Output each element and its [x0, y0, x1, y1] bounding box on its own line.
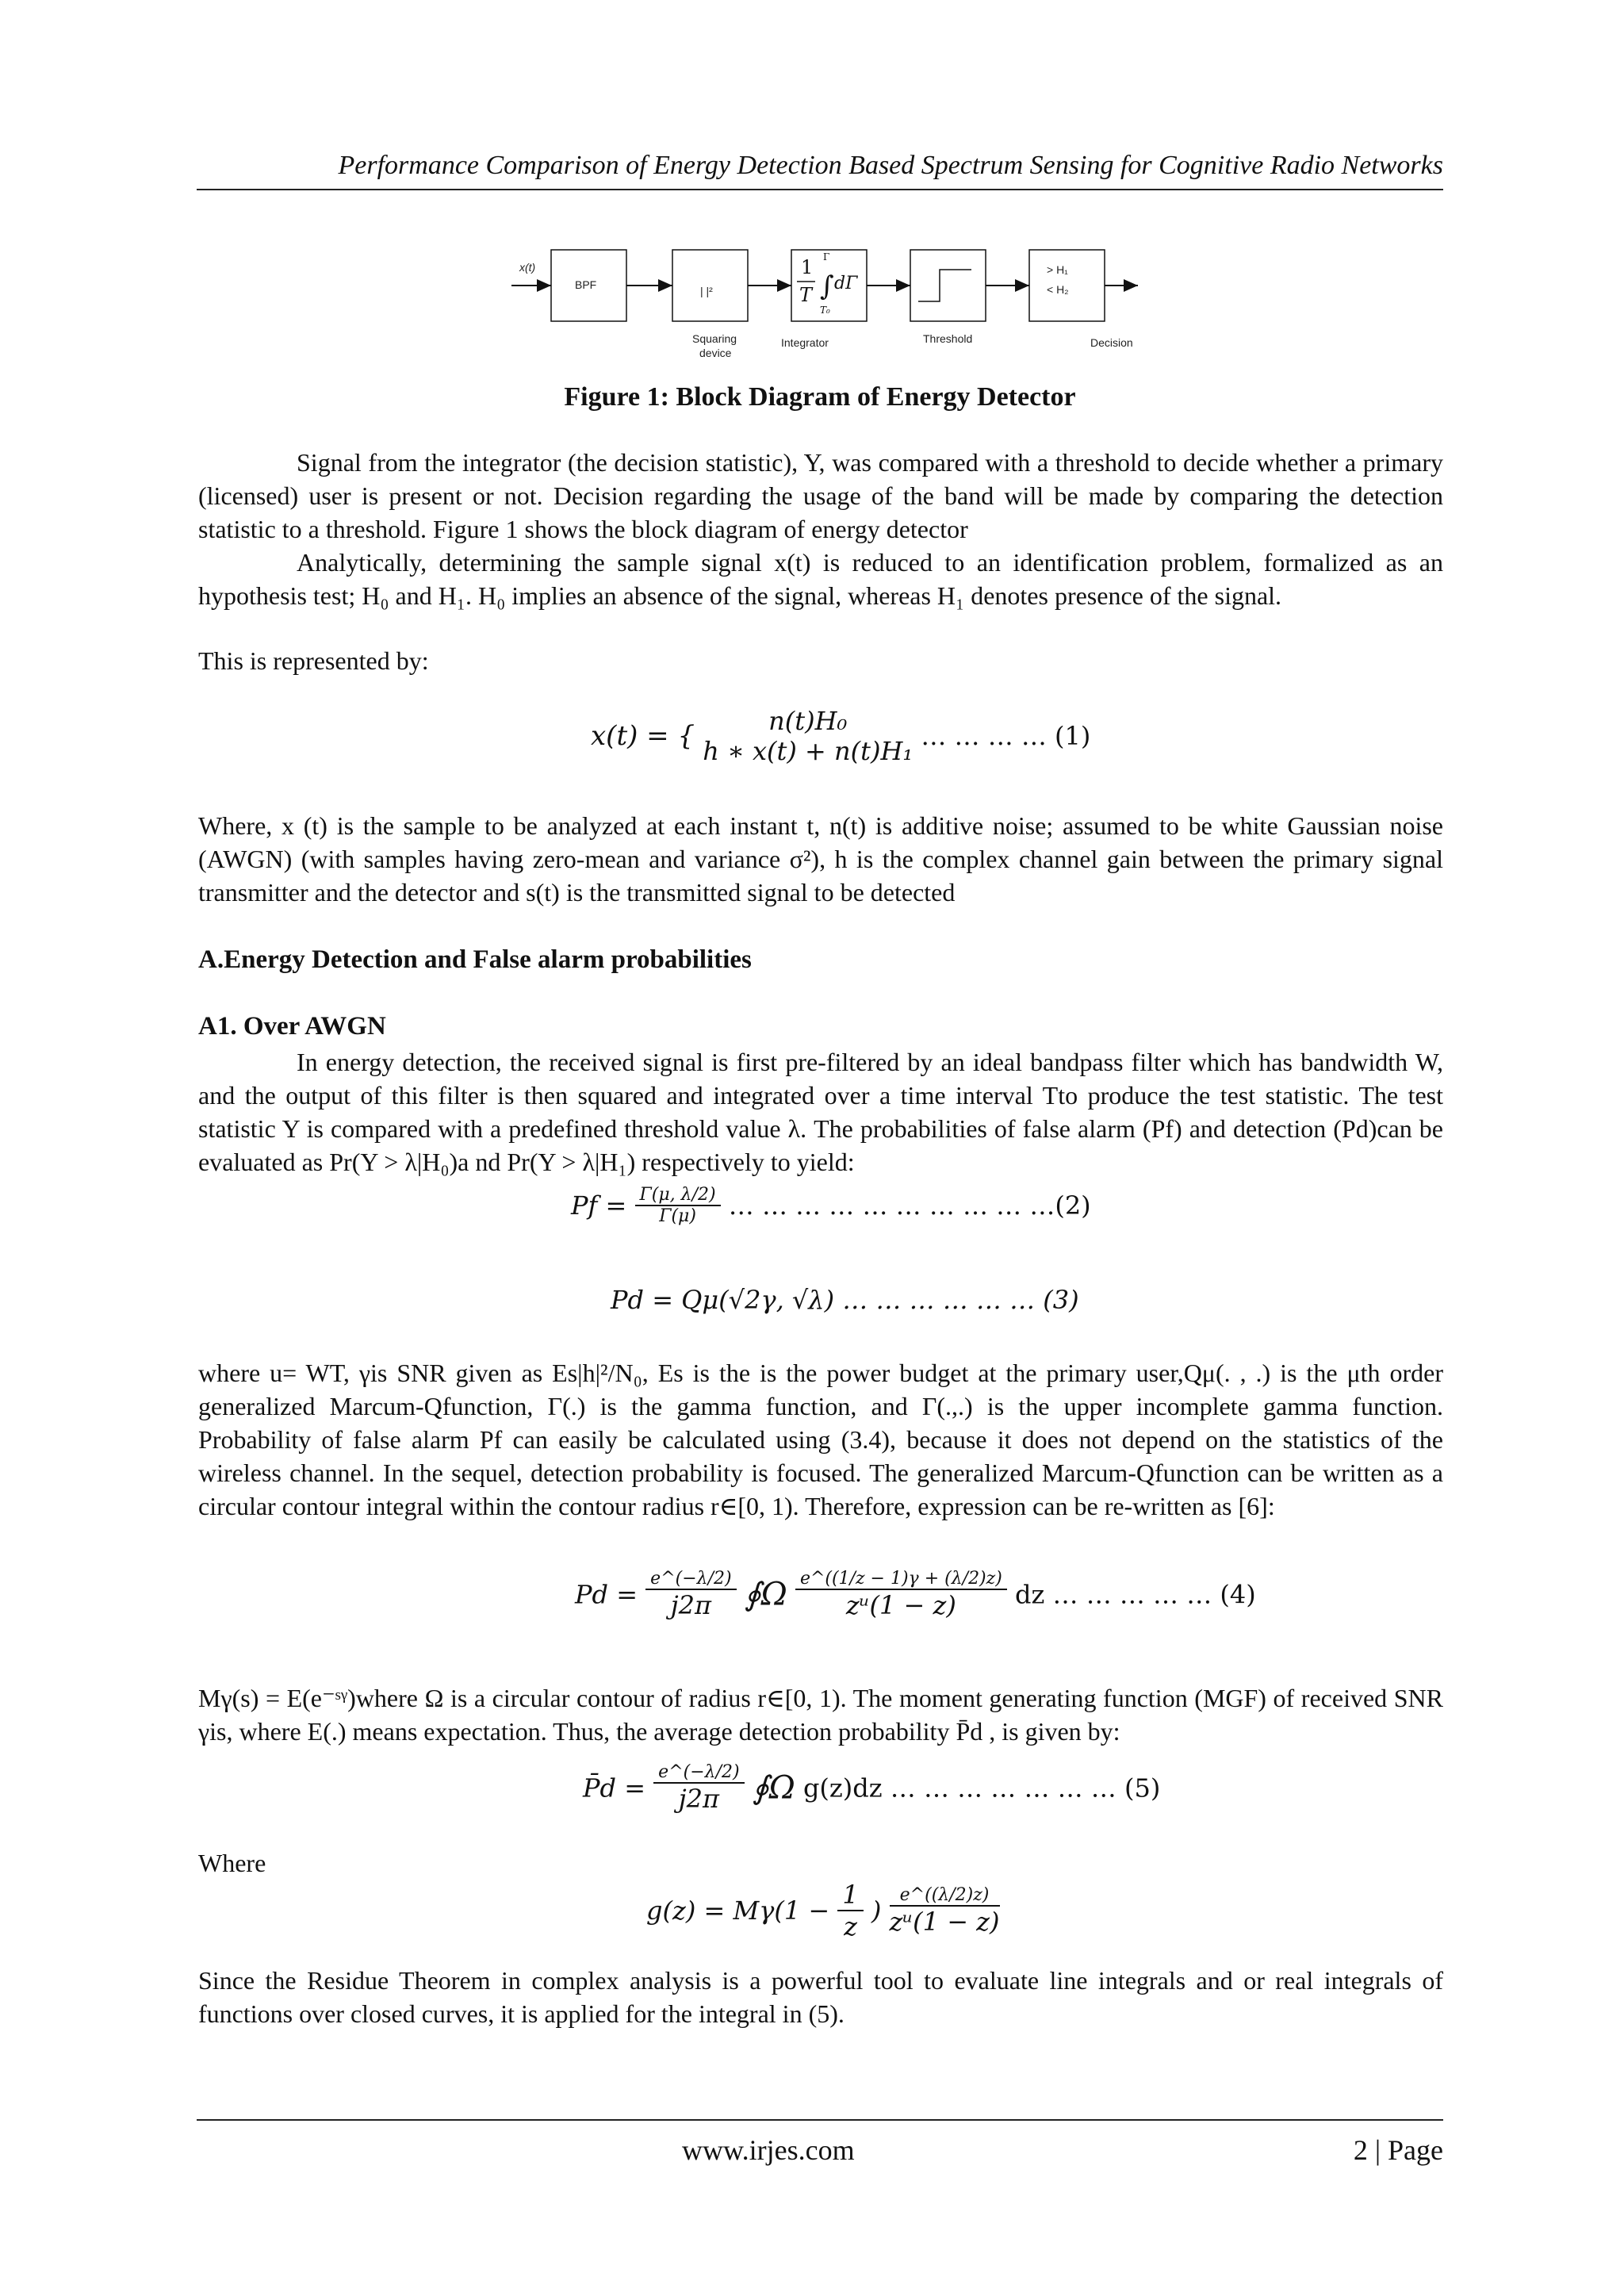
threshold-block [910, 250, 986, 321]
footer-rule [197, 2119, 1443, 2121]
bpf-label: BPF [575, 278, 597, 291]
equation-4: Pd = $\frac{e\^{}(-\lambda/2)}{j2\pi}$ ∮Ω $\frac{e\^{}((1/z - 1)\gamma + (\lambda/2)z)}{\text{zᵘ(1 − z)}}$ dz … … … … … (4) [575, 1569, 1256, 1620]
paragraph-8: Since the Residue Theorem in complex analysis is a powerful tool to evaluate line integrals and or real integrals of functions over closed curves, it is applied for the integral in (5). [198, 1966, 1443, 2028]
running-header: Performance Comparison of Energy Detection Based Spectrum Sensing for Cognitive Radio Networks [338, 151, 1443, 180]
square-label: | |² [700, 285, 713, 297]
where-label: Where [198, 1849, 266, 1877]
equation-3: Pd = Qμ(√2γ, √λ) … … … … … … (3) [611, 1285, 1079, 1315]
svg-text:> H₁: > H₁ [1047, 263, 1068, 276]
threshold-caption: Threshold [923, 332, 973, 345]
svg-text:< H₂: < H₂ [1047, 283, 1069, 296]
figure-caption: Figure 1: Block Diagram of Energy Detector [564, 382, 1076, 412]
svg-text:∫: ∫ [820, 270, 834, 302]
paragraph-3: This is represented by: [198, 646, 429, 675]
footer-website[interactable]: www.irjes.com [682, 2134, 855, 2166]
svg-text:device: device [699, 347, 732, 359]
paragraph-5: In energy detection, the received signal is first pre-filtered by an ideal bandpass filter which has bandwidth W, and the output of this filter is then squared and integrated over a time interval Tto produce the test statistic. The test statistic Y is compared with a predefined threshold value λ. The probabilities of false alarm (Pf) and detection (Pd)can be evaluated as Pr(Y > λ|H₀)a nd Pr(Y > λ|H₁) respectively to yield: [198, 1048, 1443, 1176]
paragraph-1: Signal from the integrator (the decision statistic), Y, was compared with a threshold to decide whether a primary (licensed) user is present or not. Decision regarding the usage of the band will be made by comparing the detection statistic to a threshold. Figure 1 shows the block diagram of energy detector [198, 448, 1443, 543]
equation-6: g(z) = Mγ(1 − $\frac{1}{z}$ ) $\frac{e\^{}((\lambda/2)z)}{\text{zᵘ(1 − z)}}$ [646, 1880, 1000, 1941]
equation-5: P̄d = $\frac{e\^{}(-\lambda/2)}{j2\pi}$ ∮Ω g(z)dz … … … … … … … (5) [583, 1762, 1161, 1814]
paragraph-4: Where, x (t) is the sample to be analyzed at each instant t, n(t) is additive noise; assumed to be white Gaussian noise (AWGN) (with samples having zero-mean and variance σ²), h is the complex channel gain between the primary signal transmitter and the detector and s(t) is the transmitted signal to be detected [198, 811, 1443, 907]
equation-1: x(t) = { n(t)H₀ h ∗ x(t) + n(t)H₁ … … … … (1) [591, 706, 1091, 766]
equation-2: Pf = $\frac{\Gamma(\mu, \lambda/2)}{\Gamma(\mu)}$ … … … … … … … … … …(2) [571, 1185, 1091, 1226]
svg-text:1: 1 [801, 256, 814, 278]
svg-text:Γ: Γ [823, 251, 830, 263]
paragraph-7: Mγ(s) = E(e⁻ˢᵞ)where Ω is a circular contour of radius r∈[0, 1). The moment generating function (MGF) of received SNR γis, where E(.) means expectation. Thus, the average detection probability P̄d , is given by: [198, 1684, 1443, 1746]
section-heading-a: A.Energy Detection and False alarm probabilities [198, 945, 752, 974]
header-rule [197, 189, 1443, 190]
page-number: 2 | Page [1353, 2134, 1443, 2166]
svg-text:T₀: T₀ [820, 305, 830, 316]
decision-caption: Decision [1090, 336, 1133, 349]
paragraph-2: Analytically, determining the sample signal x(t) is reduced to an identification problem, formalized as an hypothesis test; H₀ and H₁. H₀ implies an absence of the signal, whereas H₁ denotes presence of the signal. [198, 548, 1443, 610]
paragraph-6: where u= WT, γis SNR given as Es|h|²/N₀, Es is the is the power budget at the primary user,Qμ(. , .) is the μth order generalized Marcum-Qfunction, Γ(.) is the gamma function, and Γ(.,.) is the upper incomplete gamma function. Probability of false alarm Pf can easily be calculated using (3.4), because it does not depend on the statistics of the wireless channel. In the sequel, detection probability is focused. The generalized Marcum-Qfunction can be written as a circular contour integral within the contour radius r∈[0, 1). Therefore, expression can be re-written as [6]: [198, 1359, 1443, 1520]
svg-text:dΓ: dΓ [834, 274, 858, 293]
block-diagram [508, 238, 1142, 373]
integrator-caption: Integrator [781, 336, 829, 349]
input-label: x(t) [519, 261, 536, 274]
section-heading-a1: A1. Over AWGN [198, 1012, 386, 1041]
squaring-caption: Squaring [692, 332, 737, 345]
svg-text:T: T [799, 284, 813, 306]
